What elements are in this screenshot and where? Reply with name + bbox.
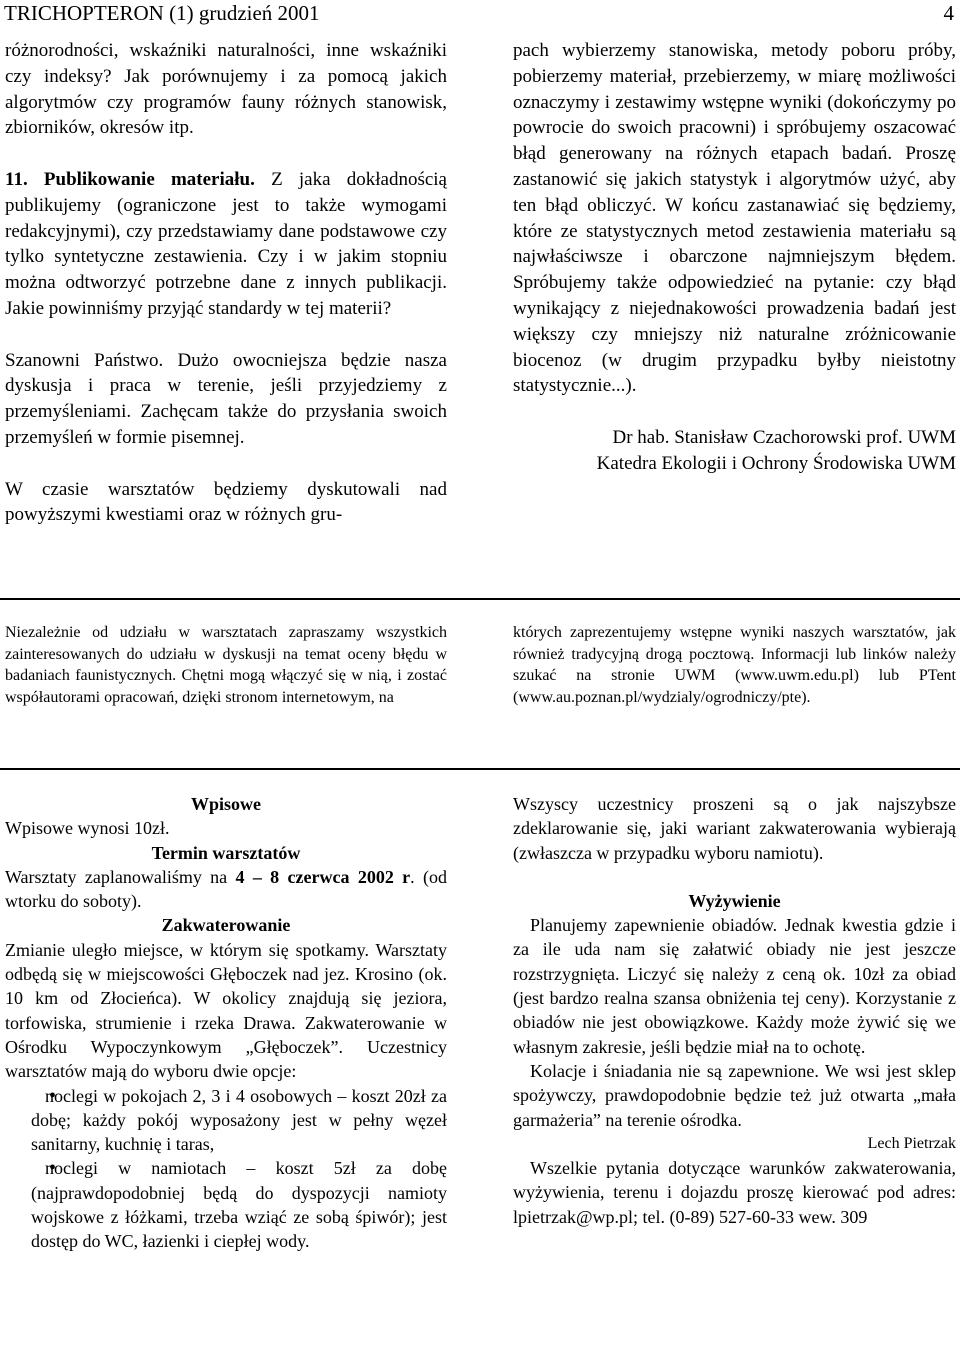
author-signature: Dr hab. Stanisław Czachorowski prof. UWM xyxy=(612,426,956,448)
paragraph: różnorodności, wskaźniki naturalności, inne wskaźniki czy indeksy? Jak porównujemy i za pomocą jakich algorytmów czy programów fauny różnych stanowisk, zbiorników, okresów itp. xyxy=(5,40,447,139)
paragraph: pach wybierzemy stanowiska, metody poboru próby, pobierzemy materiał, przebierzemy, w miarę możliwości oznaczymy i zestawimy wstępne wyniki (dokończymy po powrocie do swoich pracowni) i spróbujemy oszacować błąd generowany na różnych etapach badań. Proszę zastanowić się jakich statystyk i algorytmów użyć, aby ten błąd obliczyć. W końcu zastanawiać się będziemy, które ze statystycznych metod zestawienia materiału są najwłaściwsze i obarczone najmniejszym błędem. Spróbujemy także odpowiedzieć na pytanie: czy błąd wynikający z niejednakowości prowadzenia badań jest większy czy mniejszy niż naturalne zróżnicowanie biocenoz (w drugim przypadku byłby nieistotny statystycznie...). xyxy=(513,40,956,397)
middle-left-column xyxy=(5,622,447,708)
paragraph: których zaprezentujemy wstępne wyniki naszych warsztatów, jak również tradycyjną drogą pocztową. Informacji lub linków należy szukać na stronie UWM (www.uwm.edu.pl) lub PTent (www.au.poznan.pl/wydzialy/ogrodniczy/pte). xyxy=(513,624,956,706)
text: . (od wtorku do soboty). xyxy=(5,866,447,912)
heading-wpisowe: Wpisowe xyxy=(190,794,261,814)
paragraph: Wszyscy uczestnicy proszeni są o jak najszybsze zdeklarowanie się, jaki wariant zakwaterowania wybierają (zwłaszcza w przypadku wyboru namiotu). xyxy=(513,794,956,863)
paragraph: Kolacje i śniadania nie są zapewnione. We wsi jest sklep spożywczy, prawdopodobnie będzie też już otwarta „mała garmażeria” na terenie ośrodka. xyxy=(513,1060,956,1130)
paragraph: Niezależnie od udziału w warsztatach zapraszamy wszystkich zainteresowanych do udziału w dyskusji na temat oceny błędu w badaniach faunistycznych. Chętni mogą włączyć się w nią, i zostać współautorami opracowań, dzięki stronom internetowym, na xyxy=(5,624,447,706)
paragraph: W czasie warsztatów będziemy dyskutowali nad powyższymi kwestiami oraz w różnych gru- xyxy=(5,478,447,526)
heading-zakwaterowanie: Zakwaterowanie xyxy=(161,915,291,936)
divider xyxy=(0,768,960,770)
journal-title: TRICHOPTERON (1) grudzień 2001 xyxy=(4,1,320,25)
paragraph: Szanowni Państwo. Dużo owocniejsza będzie nasza dyskusja i praca w terenie, jeśli przyjedziemy z przemyśleniami. Zachęcam także do przysłania swoich przemyśleń w formie pisemnej. xyxy=(5,349,447,448)
divider xyxy=(0,598,960,600)
heading-wyzywienie: Wyżywienie xyxy=(688,890,781,911)
list-item: • noclegi w pokojach 2, 3 i 4 osobowych – koszt 20zł za dobę; każdy pokój wyposażony jest w pełny węzeł sanitarny, kuchnię i taras, xyxy=(5,1084,447,1157)
top-left-column xyxy=(5,38,447,528)
page-header xyxy=(4,0,954,28)
list-item: • noclegi w namiotach – koszt 5zł za dobę (najprawdopodobniej będą do dyspozycji namioty wojskowe z łóżkami, trzeba wziąć ze sobą śpiwór); jest dostęp do WC, łazienki i ciepłej wody. xyxy=(5,1156,447,1253)
heading-termin: Termin warsztatów xyxy=(151,842,301,863)
paragraph: Zmianie uległo miejsce, w którym się spotkamy. Warsztaty odbędą się w miejscowości Głęboczek nad jez. Krosino (ok. 10 km od Złocieńca). W okolicy znajdują się jeziora, torfowiska, strumienie i rzeka Drawa. Zakwaterowanie w Ośrodku Wypoczynkowym „Głęboczek”. Uczestnicy warsztatów mają do wyboru dwie opcje: xyxy=(5,939,447,1082)
section-heading: 11. Publikowanie materiału. xyxy=(5,168,255,190)
section-body: Z jaka dokładnością publikujemy (ograniczone jest to także wymogami redakcyjnymi), czy przedstawiamy dane podstawowe czy tylko syntetyczne zestawienia. Czy i w jakim stopniu można odtworzyć potrzebne dane z innych publikacji. Jakie powinniśmy przyjąć standardy w tej materii? xyxy=(5,168,447,319)
text: Warsztaty zaplanowaliśmy na xyxy=(5,866,236,887)
paragraph: Wpisowe wynosi 10zł. xyxy=(5,818,170,839)
middle-right-column xyxy=(513,622,956,708)
paragraph-termin xyxy=(5,865,447,914)
bottom-left-column xyxy=(5,792,447,1254)
paragraph: Wszelkie pytania dotyczące warunków zakwaterowania, wyżywienia, terenu i dojazdu proszę kierować pod adres: lpietrzak@wp.pl; tel. (0-89) 527-60-33 wew. 309 xyxy=(513,1158,956,1227)
date-range: 4 – 8 czerwca 2002 r xyxy=(235,866,411,887)
section-11 xyxy=(5,167,447,322)
options-list xyxy=(5,1084,447,1254)
author-signature: Lech Pietrzak xyxy=(867,1134,956,1152)
page-number: 4 xyxy=(943,1,954,25)
top-right-column xyxy=(513,38,956,477)
paragraph: Planujemy zapewnienie obiadów. Jednak kwestia gdzie i za ile uda nam się załatwić obiady nie jest jeszcze rozstrzygnięta. Liczyć się należy z ceną ok. 10zł za obiad (jest bardzo realna szansa obniżenia tej ceny). Korzystanie z obiadów nie jest obowiązkowe. Każdy może żywić się we własnym zakresie, jeśli będzie miał na to ochotę. xyxy=(513,915,956,1057)
bottom-right-column xyxy=(513,792,956,1229)
author-affiliation: Katedra Ekologii i Ochrony Środowiska UWM xyxy=(596,452,956,474)
